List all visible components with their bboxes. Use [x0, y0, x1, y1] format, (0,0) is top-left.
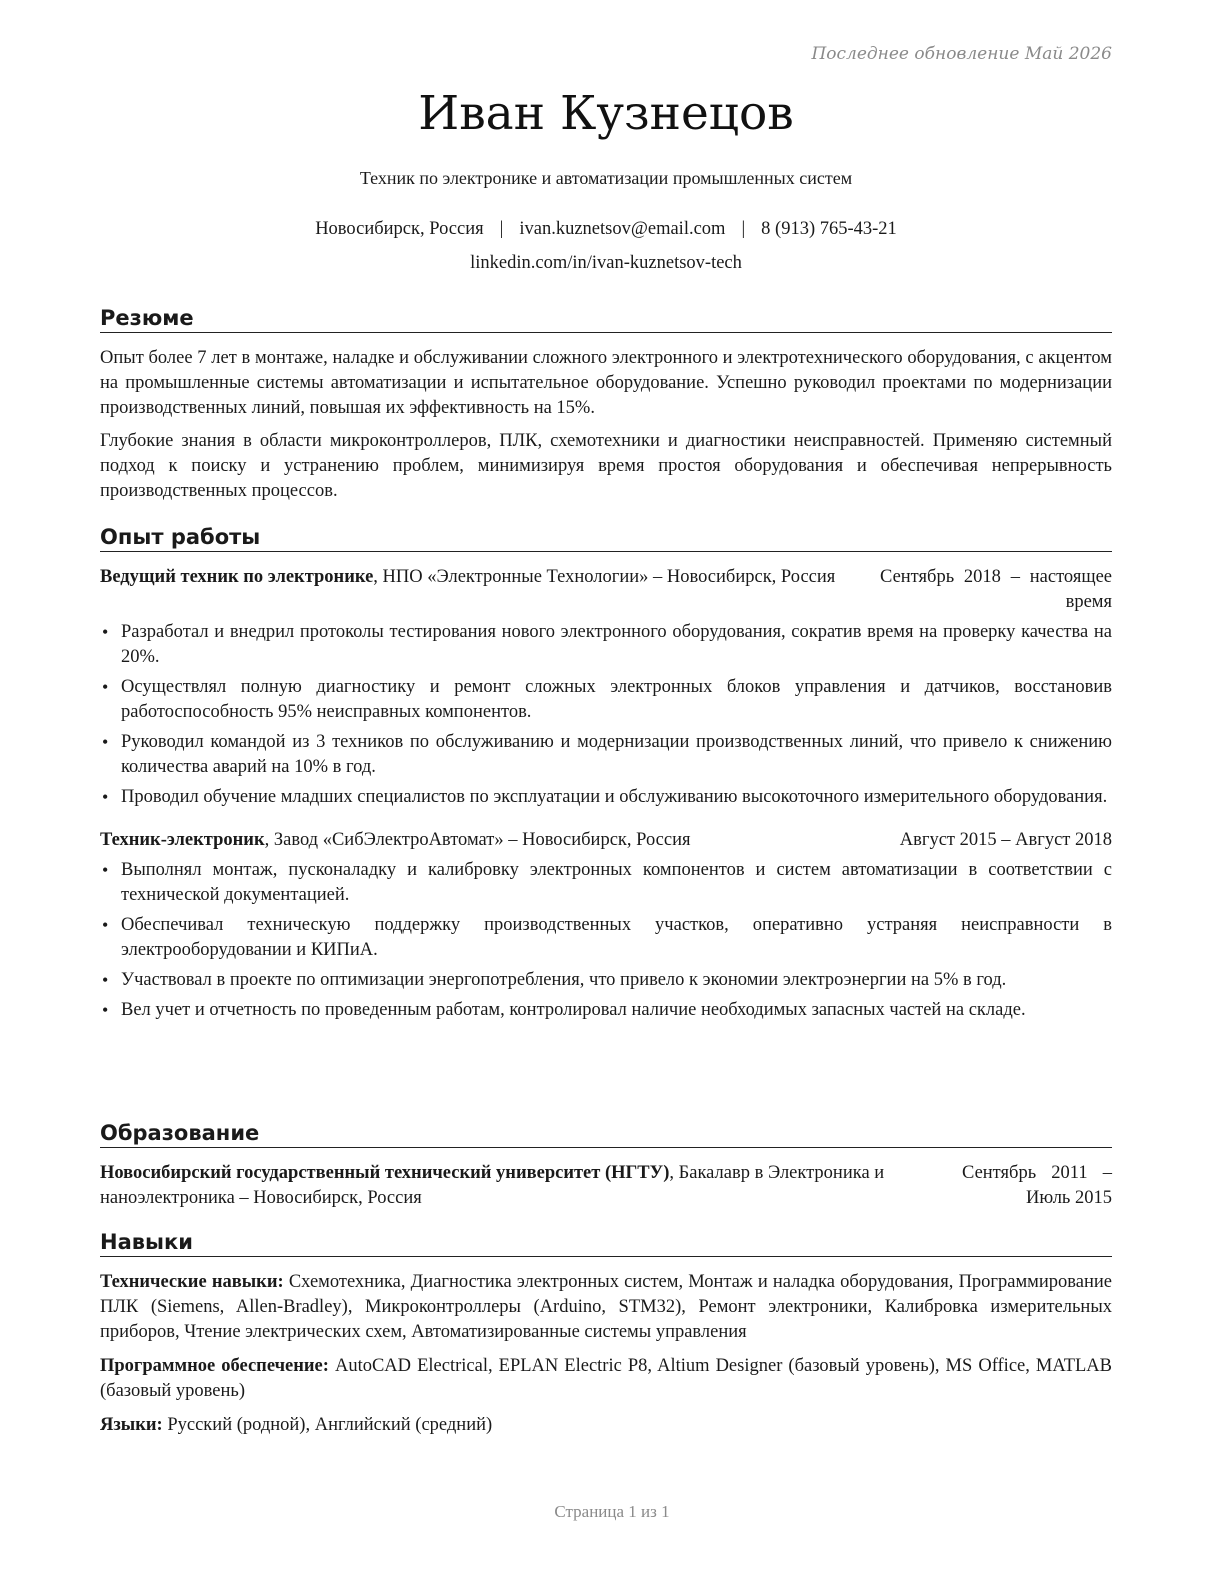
- section-title-skills: Навыки: [100, 1229, 1112, 1257]
- list-item: • Руководил командой из 3 техников по обслуживанию и модернизации производственных линий, что привело к снижению количества аварий на 10% в год.: [100, 730, 1112, 780]
- skills-value: AutoCAD Electrical, EPLAN Electric P8, Altium Designer (базовый уровень), MS Office, MATLAB (базовый уровень): [100, 1356, 1112, 1401]
- list-item: • Разработал и внедрил протоколы тестирования нового электронного оборудования, сократив время на проверку качества на 20%.: [100, 620, 1112, 670]
- skills-label: Программное обеспечение:: [100, 1356, 329, 1376]
- skills-label: Языки:: [100, 1415, 163, 1435]
- list-item: • Обеспечивал техническую поддержку производственных участков, оперативно устраняя неисправности в электрооборудовании и КИПиА.: [100, 913, 1112, 963]
- job-details: , НПО «Электронные Технологии» – Новосибирск, Россия: [373, 567, 836, 587]
- job-position: Техник-электроник: [100, 830, 265, 850]
- list-item: • Осуществлял полную диагностику и ремонт сложных электронных блоков управления и датчиков, восстановив работоспособность 95% неисправных компонентов.: [100, 675, 1112, 725]
- institution-name: Новосибирский государственный технический университет (НГТУ): [100, 1163, 670, 1183]
- job-header: [100, 565, 1112, 615]
- degree-details: , Бакалавр в Электроника и наноэлектроника – Новосибирск, Россия: [100, 1163, 885, 1208]
- page-number: Страница 1 из 1: [554, 1502, 670, 1521]
- job-position: Ведущий техник по электронике: [100, 567, 374, 587]
- summary-paragraph: Опыт более 7 лет в монтаже, наладке и обслуживании сложного электронного и электротехнического оборудования, с акцентом на промышленные системы автоматизации и испытательное оборудование. Успешно руководил проектами по модернизации производственных линий, повышая их эффективность на 15%.: [100, 348, 1112, 418]
- contact-line: [100, 219, 1112, 240]
- summary-paragraph: Глубокие знания в области микроконтроллеров, ПЛК, схемотехники и диагностики неисправностей. Применяю системный подход к поиску и устранению проблем, минимизируя время простоя оборудования и обеспечивая непрерывность производственных процессов.: [100, 431, 1112, 501]
- skills-label: Технические навыки:: [100, 1272, 284, 1292]
- section-title-experience: Опыт работы: [100, 524, 1112, 552]
- education-entry: [100, 1161, 1112, 1211]
- skills-software: [100, 1354, 1112, 1404]
- job-dates: Сентябрь 2018 – настоящее время: [880, 567, 1112, 612]
- skills-value: Русский (родной), Английский (средний): [167, 1415, 493, 1435]
- section-title-education: Образование: [100, 1120, 1112, 1148]
- candidate-title: Техник по электронике и автоматизации промышленных систем: [359, 168, 853, 188]
- skills-technical: [100, 1270, 1112, 1345]
- job-header: [100, 828, 1112, 853]
- job-bullets: [100, 620, 1112, 810]
- job-details: , Завод «СибЭлектроАвтомат» – Новосибирск, Россия: [264, 830, 691, 850]
- list-item: • Участвовал в проекте по оптимизации энергопотребления, что привело к экономии электроэнергии на 5% в год.: [100, 968, 1112, 993]
- job-dates: Август 2015 – Август 2018: [899, 830, 1112, 850]
- last-updated: Последнее обновление Май 2026: [811, 44, 1112, 64]
- contact-separator: |: [741, 219, 746, 239]
- candidate-name: Иван Кузнецов: [418, 86, 794, 141]
- email-link[interactable]: ivan.kuznetsov@email.com: [519, 219, 726, 239]
- list-item: • Вел учет и отчетность по проведенным работам, контролировал наличие необходимых запасных частей на складе.: [100, 998, 1112, 1023]
- summary-section: [100, 305, 1112, 504]
- skills-section: [100, 1229, 1112, 1447]
- section-title-summary: Резюме: [100, 305, 1112, 333]
- education-section: [100, 1120, 1112, 1211]
- phone: 8 (913) 765-43-21: [761, 219, 897, 239]
- list-item: • Выполнял монтаж, пусконаладку и калибровку электронных компонентов и систем автоматизации в соответствии с технической документацией.: [100, 858, 1112, 908]
- skills-languages: [100, 1413, 1112, 1438]
- job-bullets: [100, 858, 1112, 1023]
- experience-section: [100, 524, 1112, 1028]
- contact-separator: |: [499, 219, 504, 239]
- list-item: • Проводил обучение младших специалистов по эксплуатации и обслуживанию высокоточного измерительного оборудования.: [100, 785, 1112, 810]
- skills-value: Схемотехника, Диагностика электронных систем, Монтаж и наладка оборудования, Программирование ПЛК (Siemens, Allen-Bradley), Микроконтроллеры (Arduino, STM32), Ремонт электроники, Калибровка измерительных приборов, Чтение электрических схем, Автоматизированные системы управления: [100, 1272, 1113, 1342]
- location: Новосибирск, Россия: [315, 219, 484, 239]
- linkedin-link[interactable]: linkedin.com/in/ivan-kuznetsov-tech: [470, 253, 742, 273]
- education-dates: Сентябрь 2011 – Июль 2015: [962, 1163, 1112, 1208]
